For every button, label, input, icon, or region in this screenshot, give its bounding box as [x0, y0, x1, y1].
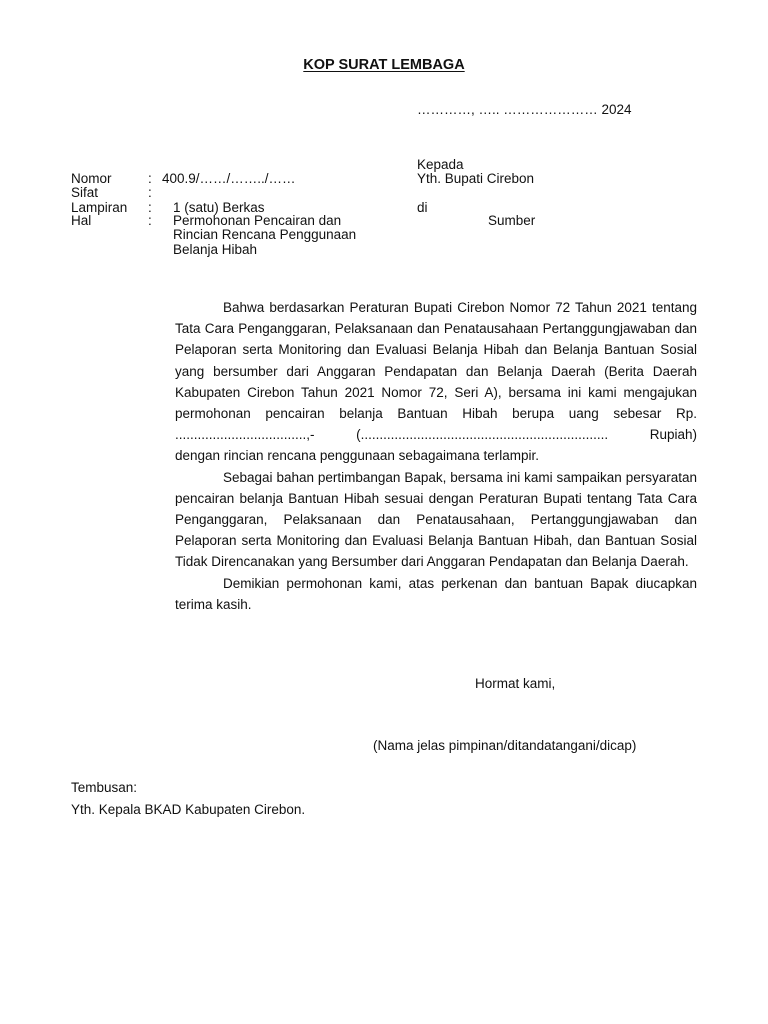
paragraph-2: Sebagai bahan pertimbangan Bapak, bersama ini kami sampaikan persyaratan pencairan belanja Bantuan Hibah sesuai dengan Peraturan Bupati tentang Tata Cara Penganggaran, Pelaksanaan dan Penatausahaan, Pertanggungjawaban dan Pelaporan serta Monitoring dan Evaluasi Belanja Bantuan Hibah, dan Bantuan Sosial Tidak Direncanakan yang Bersumber dari Anggaran Pendapatan dan Belanja Daerah. — [175, 469, 697, 570]
letterhead-title: KOP SURAT LEMBAGA — [303, 57, 465, 73]
hal-colon: : — [148, 213, 152, 228]
closing-hormat: Hormat kami, — [475, 676, 556, 691]
sifat-colon: : — [148, 185, 152, 200]
tembusan-item: Yth. Kepala BKAD Kabupaten Cirebon. — [71, 802, 306, 817]
paragraph-1-end: dengan rincian rencana penggunaan sebagaimana terlampir. — [175, 448, 540, 464]
nomor-label: Nomor — [71, 171, 112, 186]
hal-value-line2: Rincian Rencana Penggunaan — [173, 227, 357, 242]
recipient-name: Yth. Bupati Cirebon — [417, 171, 535, 186]
hal-value-line3: Belanja Hibah — [173, 242, 258, 257]
recipient-kepada: Kepada — [417, 157, 464, 172]
letter-body — [175, 297, 697, 615]
date-line: …………, ….. ………………… 2024 — [417, 102, 632, 117]
sifat-label: Sifat — [71, 185, 99, 200]
hal-value-line1: Permohonan Pencairan dan — [173, 213, 342, 228]
signature-note: (Nama jelas pimpinan/ditandatangani/dicap) — [373, 738, 637, 753]
paragraph-1: Bahwa berdasarkan Peraturan Bupati Cirebon Nomor 72 Tahun 2021 tentang Tata Cara Penganggaran, Pelaksanaan dan Penatausahaan Pertanggungjawaban dan Pelaporan serta Monitoring dan Evaluasi Belanja Hibah dan Belanja Bantuan Sosial yang bersumber dari Anggaran Pendapatan dan Belanja Daerah (Berita Daerah Kabupaten Cirebon Tahun 2021 Nomor 72, Seri A), bersama ini kami mengajukan permohonan pencairan belanja Bantuan Hibah berupa uang sebesar Rp. ...................................,- (.................................................................. Rupiah) — [175, 300, 697, 443]
tembusan-title: Tembusan: — [71, 780, 138, 795]
lampiran-value: 1 (satu) Berkas — [173, 200, 265, 215]
recipient-di: di — [417, 200, 428, 215]
lampiran-colon: : — [148, 200, 152, 215]
nomor-value: 400.9/……/……../…… — [162, 171, 296, 186]
recipient-place: Sumber — [488, 213, 536, 228]
nomor-colon: : — [148, 171, 152, 186]
lampiran-label: Lampiran — [71, 200, 128, 215]
hal-label: Hal — [71, 213, 92, 228]
paragraph-3: Demikian permohonan kami, atas perkenan dan bantuan Bapak diucapkan terima kasih. — [175, 575, 697, 612]
